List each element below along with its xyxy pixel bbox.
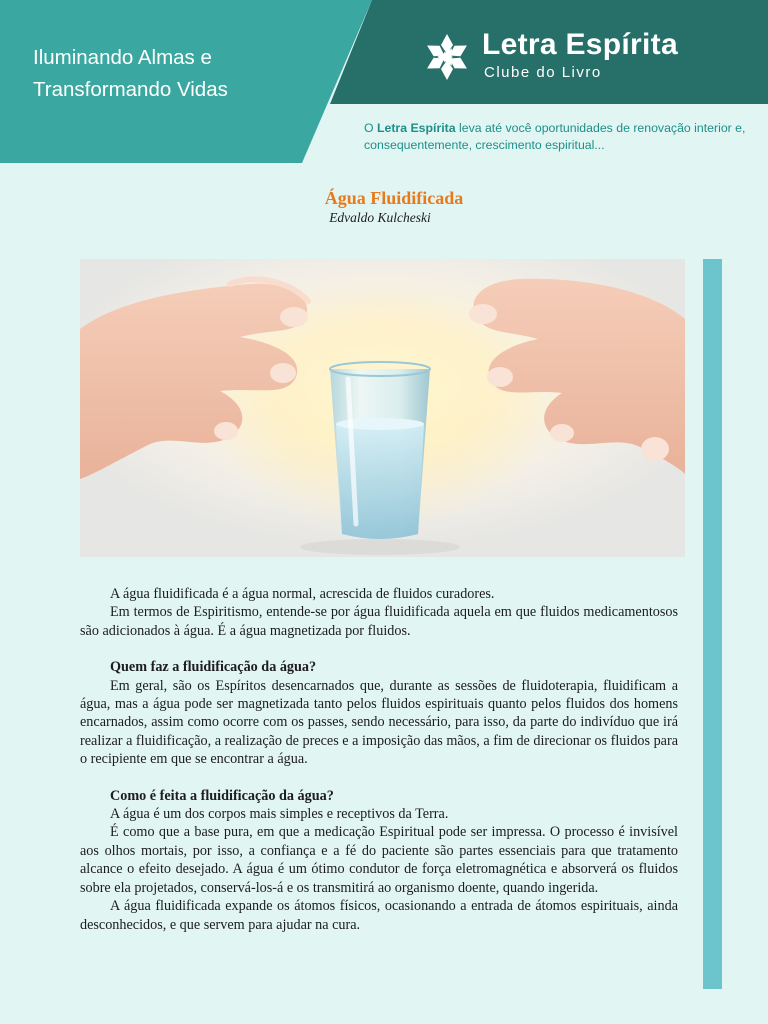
tagline-line-1: Iluminando Almas e [33, 46, 212, 69]
section-1-paragraph-1: Em geral, são os Espíritos desencarnados que, durante as sessões de fluidoterapia, fluidificam a água, mas a água pode ser magnetizada tanto pelos fluidos espirituais quanto pelos fluidos dos homens encarnados, assim como ocorre com os passes, sendo necessário, para isso, da parte do indivíduo que irá realizar a fluidificação, a realização de preces e a imposição das mãos, a fim de direcionar os fluidos para o recipiente em que se encontrar a água. [80, 677, 678, 768]
article-author: Edvaldo Kulcheski [329, 210, 431, 225]
section-2-paragraph-1: A água é um dos corpos mais simples e receptivos da Terra. [110, 806, 449, 823]
header-tagline [33, 42, 228, 106]
section-2-heading: Como é feita a fluidificação da água? [110, 787, 334, 804]
desc-brand: Letra Espírita [376, 121, 456, 135]
accent-side-bar [703, 259, 722, 989]
header-description [364, 120, 754, 154]
brand-subtitle: Clube do Livro [484, 64, 602, 81]
intro-paragraph-1: A água fluidificada é a água normal, acrescida de fluidos curadores. [110, 586, 495, 602]
section-2-paragraph-3: A água fluidificada expande os átomos físicos, ocasionando a entrada de átomos espirituais, ainda desconhecidos, e que servem para ajudar na cura. [80, 898, 678, 933]
intro-paragraph-2: Em termos de Espiritismo, entende-se por água fluidificada aquela em que fluidos medicamentosos são adicionados à água. É a água magnetizada por fluidos. [80, 604, 678, 639]
article-body [80, 585, 678, 934]
page-header [0, 0, 768, 163]
hands-over-water-glass-photo [80, 259, 685, 557]
desc-prefix: O [364, 121, 377, 135]
article-title: Água Fluidificada [324, 188, 464, 208]
desc-rest: leva até você oportunidades de renovação interior e, consequentemente, crescimento espiritual... [364, 121, 746, 152]
tagline-line-2: Transformando Vidas [33, 78, 228, 101]
section-1-heading: Quem faz a fluidificação da água? [110, 659, 317, 676]
lotus-flower-icon [422, 32, 472, 82]
brand-name: Letra Espírita [482, 28, 678, 61]
section-2-paragraph-2: É como que a base pura, em que a medicação Espiritual pode ser impressa. O processo é invisível aos olhos mortais, por isso, a confiança e a fé do paciente são partes essenciais para que tratamento alcance o efeito desejado. A água é um ótimo condutor de força eletromagnética e absorverá os fluidos sobre ela projetados, conservá-los-á e os transmitirá ao organismo doente, quando ingerida. [80, 824, 678, 896]
